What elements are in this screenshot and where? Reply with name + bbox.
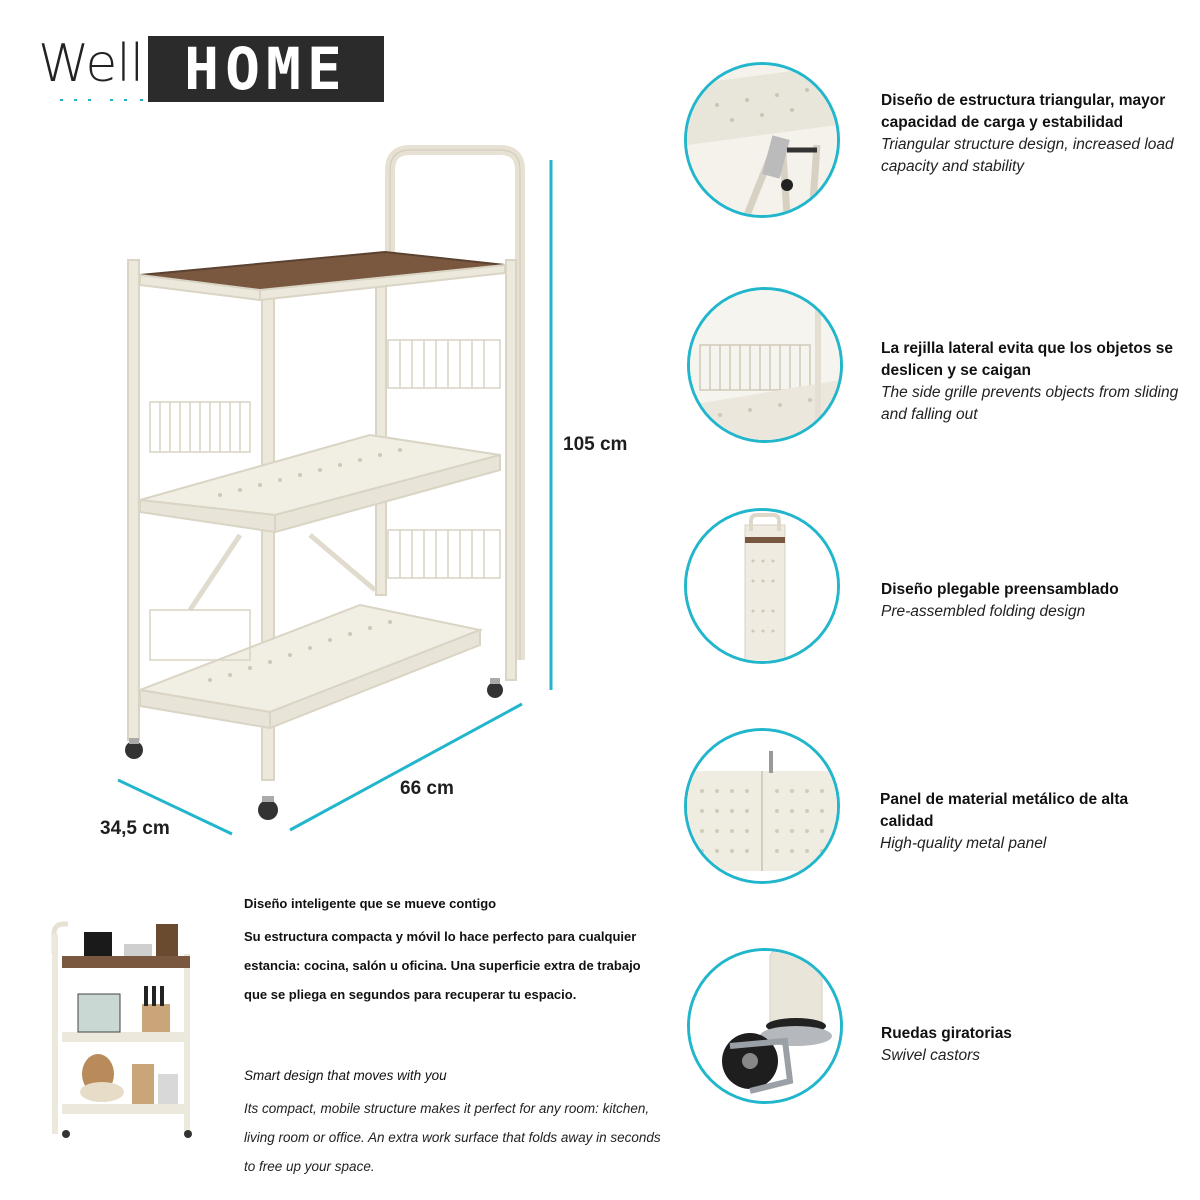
width-dimension: 66 cm bbox=[400, 778, 454, 799]
feature-title-en: Triangular structure design, increased load capacity and stability bbox=[881, 136, 1174, 175]
lifestyle-cart-image bbox=[44, 914, 204, 1146]
side-grille-icon bbox=[690, 290, 840, 440]
feature-text-grille bbox=[881, 338, 1181, 426]
depth-dimension: 34,5 cm bbox=[100, 818, 170, 839]
height-dimension: 105 cm bbox=[563, 434, 628, 455]
metal-panel-icon bbox=[687, 731, 837, 881]
logo-main: HOME bbox=[184, 35, 348, 103]
product-cart-illustration bbox=[100, 140, 560, 840]
feature-title-es: Diseño de estructura triangular, mayor capacidad de carga y estabilidad bbox=[881, 92, 1166, 131]
folded-cart-icon bbox=[687, 511, 837, 661]
description-title-en: Smart design that moves with you bbox=[244, 1068, 447, 1083]
feature-title-es: Panel de material metálico de alta calidad bbox=[880, 791, 1129, 830]
feature-title-es: Ruedas giratorias bbox=[881, 1025, 1012, 1042]
feature-title-es: Diseño plegable preensamblado bbox=[881, 581, 1119, 598]
feature-image-grille bbox=[687, 287, 843, 443]
feature-image-folding bbox=[684, 508, 840, 664]
feature-image-triangular bbox=[684, 62, 840, 218]
feature-text-triangular bbox=[881, 90, 1181, 178]
description-body-en: Its compact, mobile structure makes it perfect for any room: kitchen, living room or office. An extra work surface that folds away in seconds to free up your space. bbox=[244, 1101, 661, 1174]
triangular-hinge-icon bbox=[687, 65, 837, 215]
caster-wheel-icon bbox=[690, 951, 840, 1101]
feature-title-en: Swivel castors bbox=[881, 1047, 981, 1064]
logo-dots-icon bbox=[60, 98, 150, 102]
feature-title-en: The side grille prevents objects from sliding and falling out bbox=[881, 384, 1179, 423]
logo-prefix: Well bbox=[38, 34, 144, 94]
feature-text-folding bbox=[881, 579, 1181, 623]
feature-title-en: High-quality metal panel bbox=[880, 835, 1047, 852]
feature-text-castors bbox=[881, 1023, 1181, 1067]
description-body-es: Su estructura compacta y móvil lo hace perfecto para cualquier estancia: cocina, salón u oficina. Una superficie extra de trabajo que se pliega en segundos para recuperar tu espacio. bbox=[244, 929, 641, 1002]
description-title-es: Diseño inteligente que se mueve contigo bbox=[244, 896, 497, 911]
feature-title-en: Pre-assembled folding design bbox=[881, 603, 1086, 620]
feature-text-panel bbox=[880, 789, 1180, 855]
feature-image-castors bbox=[687, 948, 843, 1104]
feature-title-es: La rejilla lateral evita que los objetos se deslicen y se caigan bbox=[881, 340, 1174, 379]
feature-image-panel bbox=[684, 728, 840, 884]
